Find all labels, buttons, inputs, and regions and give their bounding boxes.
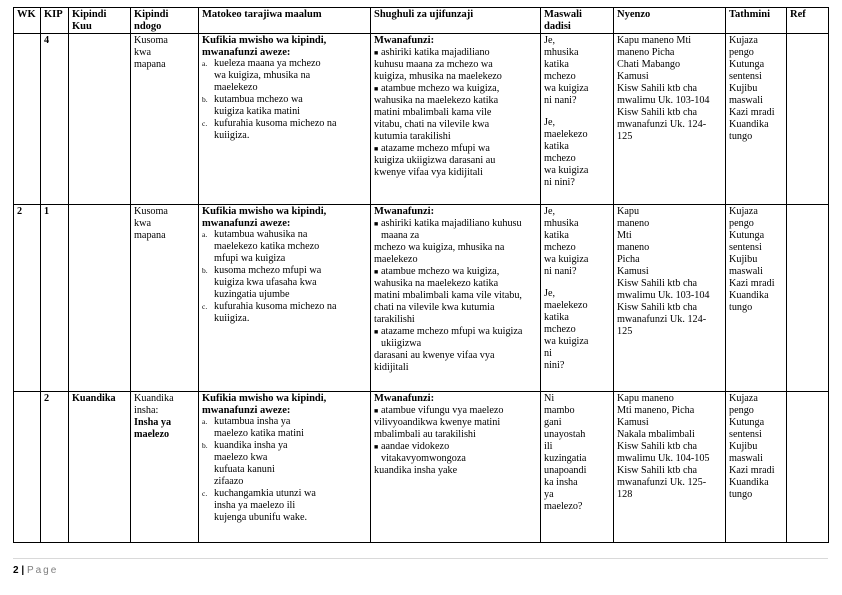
line: mwanafunzi Uk. 125- — [617, 477, 707, 488]
line: Kapu — [617, 206, 640, 217]
line: Kujibu — [729, 441, 758, 452]
table-row — [14, 34, 829, 205]
outcome-item — [202, 440, 367, 488]
line: katika — [544, 230, 569, 241]
line: ukiigizwa — [381, 337, 422, 349]
activity-item — [374, 143, 537, 155]
cell-kipindi-kuu: Kuandika — [69, 392, 131, 543]
activity-item — [374, 266, 537, 278]
line: Insha ya — [134, 417, 172, 428]
header-kipindi-kuu: Kipindi Kuu — [69, 8, 131, 34]
line: mambo — [544, 405, 575, 416]
table-row — [14, 392, 829, 543]
question — [544, 117, 610, 189]
line: mwalimu Uk. 103-104 — [617, 290, 710, 301]
list-marker: b. — [202, 441, 208, 450]
question — [544, 288, 610, 372]
line: vitabu, chati na vilevile kwa — [374, 118, 490, 130]
cell-ref — [787, 205, 829, 392]
line: atambue mchezo wa kuigiza, — [381, 82, 500, 94]
cell-kipindi-kuu — [69, 34, 131, 205]
line: unapoandi — [544, 465, 587, 476]
line: kutambua insha ya — [214, 416, 291, 427]
line: maelezo katika matini — [214, 428, 304, 439]
line: Kisw Sahili ktb cha — [617, 441, 698, 452]
line: aandae vidokezo — [381, 440, 450, 452]
bullet-icon: ■ — [374, 267, 379, 276]
line: Kisw Sahili ktb cha — [617, 278, 698, 289]
line: wahusika na maelekezo katika — [374, 277, 499, 289]
line: tungo — [729, 302, 753, 313]
activities-intro: Mwanafunzi: — [374, 35, 435, 46]
line: kuandika insha yake — [374, 464, 458, 476]
line: kwa — [134, 218, 151, 229]
line: atambue mchezo wa kuigiza, — [381, 265, 500, 277]
outcomes-intro: mwanafunzi aweze: — [202, 217, 291, 229]
cell-nyenzo — [614, 205, 726, 392]
cell-shughuli — [371, 34, 541, 205]
bullet-icon: ■ — [374, 48, 379, 57]
line: kuigiza katika matini — [214, 106, 301, 117]
line: maana za — [381, 229, 420, 241]
line: Kusoma — [134, 35, 168, 46]
line: maelekezo — [544, 300, 588, 311]
line: mwanafunzi Uk. 124- — [617, 119, 707, 130]
cell-nyenzo — [614, 392, 726, 543]
line: kuigiza, mhusika na maelekezo — [374, 70, 502, 82]
line: vitakavyomwongoza — [381, 452, 466, 464]
line: Kuandika — [729, 477, 769, 488]
bullet-icon: ■ — [374, 84, 379, 93]
line: Chati Mabango — [617, 59, 681, 70]
line: kuiigiza. — [214, 313, 250, 324]
line: ni nini? — [544, 177, 575, 188]
line: kuhusu maana za mchezo wa — [374, 58, 493, 70]
line: Kujaza — [729, 35, 758, 46]
line: kwenye vifaa vya kidijitali — [374, 166, 483, 178]
line: kuzingatia ujumbe — [214, 289, 290, 300]
header-maswali: Maswali dadisi — [541, 8, 614, 34]
outcome-item — [202, 118, 367, 142]
line: kufurahia kusoma michezo na — [214, 118, 337, 129]
line: Kazi mradi — [729, 465, 775, 476]
line: maswali — [729, 266, 763, 277]
line: ni — [544, 348, 552, 359]
line: Je, — [544, 117, 556, 128]
page-footer — [13, 558, 828, 576]
line: ili — [544, 441, 553, 452]
line: wa kuigiza — [544, 83, 589, 94]
list-marker: c. — [202, 302, 208, 311]
line: 125 — [617, 326, 633, 337]
line: maelekezo katika mchezo — [214, 241, 320, 252]
outcomes-intro: mwanafunzi aweze: — [202, 46, 291, 58]
line: tungo — [729, 131, 753, 142]
cell-ref — [787, 34, 829, 205]
line: mchezo — [544, 153, 576, 164]
line: Nakala mbalimbali — [617, 429, 695, 440]
cell-ref — [787, 392, 829, 543]
line: Kisw Sahili ktb cha — [617, 107, 698, 118]
cell-kipindi-ndogo — [131, 205, 199, 392]
outcome-item — [202, 301, 367, 325]
line: mfupi wa kuigiza — [214, 253, 286, 264]
line: Kapu maneno Mti — [617, 35, 692, 46]
line: Kisw Sahili ktb cha — [617, 465, 698, 476]
cell-shughuli — [371, 205, 541, 392]
cell-maswali — [541, 205, 614, 392]
line: kutumia tarakilishi — [374, 130, 451, 142]
line: wa kuigiza — [544, 336, 589, 347]
line: wahusika na maelekezo katika — [374, 94, 499, 106]
header-tathmini: Tathmini — [726, 8, 787, 34]
line: Kujaza — [729, 206, 758, 217]
line: mchezo wa kuigiza, mhusika na — [374, 241, 505, 253]
line: mwalimu Uk. 103-104 — [617, 95, 710, 106]
line: wa kuigiza — [544, 254, 589, 265]
header-wk: WK — [14, 8, 41, 34]
activities-intro: Mwanafunzi: — [374, 206, 435, 217]
line: mwalimu Uk. 104-105 — [617, 453, 710, 464]
line: Kazi mradi — [729, 278, 775, 289]
line: maneno Picha — [617, 47, 675, 58]
line: Kisw Sahili ktb cha — [617, 302, 698, 313]
page-label: Page — [26, 565, 59, 576]
line: mwanafunzi Uk. 124- — [617, 314, 707, 325]
header-matokeo: Matokeo tarajiwa maalum — [199, 8, 371, 34]
outcome-item — [202, 416, 367, 440]
cell-wk — [14, 392, 41, 543]
cell-kipindi-ndogo — [131, 34, 199, 205]
activity-item — [374, 441, 537, 465]
line: Mti — [617, 230, 632, 241]
line: Kazi mradi — [729, 107, 775, 118]
line: atambue vifungu vya maelezo — [381, 404, 504, 416]
line: sentensi — [729, 71, 762, 82]
cell-kip: 1 — [41, 205, 69, 392]
table-header-row — [14, 8, 829, 34]
line: mapana — [134, 230, 166, 241]
line: Kujibu — [729, 254, 758, 265]
line: maelezo? — [544, 501, 583, 512]
line: Kutunga — [729, 59, 765, 70]
header-shughuli: Shughuli za ujifunzaji — [371, 8, 541, 34]
line: mhusika — [544, 218, 579, 229]
activity-item — [374, 405, 537, 417]
line: Kapu maneno — [617, 393, 674, 404]
line: Je, — [544, 288, 556, 299]
header-nyenzo: Nyenzo — [614, 8, 726, 34]
line: gani — [544, 417, 562, 428]
line: Kuandika — [134, 393, 174, 404]
line: maelekezo — [214, 82, 258, 93]
bullet-icon: ■ — [374, 327, 379, 336]
line: katika — [544, 312, 569, 323]
list-marker: a. — [202, 230, 208, 239]
line: vilivyoandikwa kwenye matini — [374, 416, 501, 428]
cell-tathmini — [726, 205, 787, 392]
line: katika — [544, 141, 569, 152]
page-number: 2 — [13, 565, 19, 576]
line: kufurahia kusoma michezo na — [214, 301, 337, 312]
line: Picha — [617, 254, 640, 265]
line: pengo — [729, 47, 754, 58]
line: matini mbalimbali kama vile vitabu, — [374, 289, 522, 301]
cell-wk: 2 — [14, 205, 41, 392]
cell-wk — [14, 34, 41, 205]
header-kipindi-ndogo: Kipindi ndogo — [131, 8, 199, 34]
cell-nyenzo — [614, 34, 726, 205]
line: mbalimbali au tarakilishi — [374, 428, 476, 440]
line: Kisw Sahili ktb cha — [617, 83, 698, 94]
line: maswali — [729, 453, 763, 464]
header-ref: Ref — [787, 8, 829, 34]
line: Kutunga — [729, 417, 765, 428]
line: darasani au kwenye vifaa vya — [374, 349, 495, 361]
list-marker: b. — [202, 95, 208, 104]
line: kuzingatia — [544, 453, 587, 464]
line: kuchangamkia utunzi wa — [214, 488, 316, 499]
line: Kamusi — [617, 417, 649, 428]
outcomes-intro: mwanafunzi aweze: — [202, 404, 291, 416]
list-marker: a. — [202, 59, 208, 68]
line: 125 — [617, 131, 633, 142]
cell-kipindi-kuu — [69, 205, 131, 392]
line: maelezo — [134, 429, 170, 440]
outcome-item — [202, 488, 367, 524]
line: maelekezo — [544, 129, 588, 140]
line: maelekezo — [374, 253, 418, 265]
cell-matokeo — [199, 205, 371, 392]
line: insha ya maelezo ili — [214, 500, 296, 511]
activities-intro: Mwanafunzi: — [374, 393, 435, 404]
line: kuiigiza. — [214, 130, 250, 141]
line: ni nani? — [544, 266, 577, 277]
line: Kamusi — [617, 266, 649, 277]
header-kip: KIP — [41, 8, 69, 34]
line: kueleza maana ya mchezo — [214, 58, 321, 69]
activity-item — [374, 326, 537, 350]
line: zifaazo — [214, 476, 244, 487]
cell-shughuli — [371, 392, 541, 543]
line: Je, — [544, 206, 556, 217]
line: kusoma mchezo mfupi wa — [214, 265, 322, 276]
cell-kipindi-ndogo — [131, 392, 199, 543]
outcome-item — [202, 94, 367, 118]
outcomes-intro: Kufikia mwisho wa kipindi, — [202, 206, 327, 217]
line: kwa — [134, 47, 151, 58]
line: ya — [544, 489, 554, 500]
cell-tathmini — [726, 34, 787, 205]
line: Mti maneno, Picha — [617, 405, 695, 416]
line: atazame mchezo mfupi wa — [381, 142, 490, 154]
outcomes-intro: Kufikia mwisho wa kipindi, — [202, 35, 327, 46]
line: maelezo kwa — [214, 452, 268, 463]
line: ashiriki katika majadiliano — [381, 46, 490, 58]
line: Kujibu — [729, 83, 758, 94]
line: mapana — [134, 59, 166, 70]
line: kuigiza ukiigizwa darasani au — [374, 154, 496, 166]
question — [544, 35, 610, 107]
cell-kip: 2 — [41, 392, 69, 543]
line: Kusoma — [134, 206, 168, 217]
question — [544, 206, 610, 278]
cell-tathmini — [726, 392, 787, 543]
line: Kamusi — [617, 71, 649, 82]
line: kuandika insha ya — [214, 440, 288, 451]
cell-matokeo — [199, 392, 371, 543]
bullet-icon: ■ — [374, 406, 379, 415]
list-marker: c. — [202, 119, 208, 128]
line: unayostah — [544, 429, 586, 440]
scheme-of-work-table — [13, 7, 829, 543]
line: wa kuigiza — [544, 165, 589, 176]
line: kidijitali — [374, 361, 409, 373]
activity-item — [374, 218, 537, 242]
line: sentensi — [729, 429, 762, 440]
line: Ni — [544, 393, 555, 404]
outcomes-intro: Kufikia mwisho wa kipindi, — [202, 393, 327, 404]
line: chati na vilevile kwa kutumia — [374, 301, 495, 313]
cell-maswali — [541, 34, 614, 205]
line: pengo — [729, 405, 754, 416]
line: kuigiza kwa ufasaha kwa — [214, 277, 317, 288]
line: ashiriki katika majadiliano kuhusu — [381, 217, 522, 229]
line: mchezo — [544, 71, 576, 82]
line: insha: — [134, 405, 159, 416]
line: pengo — [729, 218, 754, 229]
cell-matokeo — [199, 34, 371, 205]
line: Je, — [544, 35, 556, 46]
line: ka insha — [544, 477, 578, 488]
line: kujenga ubunifu wake. — [214, 512, 308, 523]
list-marker: c. — [202, 489, 208, 498]
activity-item — [374, 47, 537, 59]
line: kutambua mchezo wa — [214, 94, 303, 105]
outcome-item — [202, 58, 367, 94]
line: katika — [544, 59, 569, 70]
line: atazame mchezo mfupi wa kuigiza — [381, 325, 523, 337]
line: tungo — [729, 489, 753, 500]
list-marker: a. — [202, 417, 208, 426]
line: kufuata kanuni — [214, 464, 275, 475]
line: matini mbalimbali kama vile — [374, 106, 492, 118]
list-marker: b. — [202, 266, 208, 275]
line: sentensi — [729, 242, 762, 253]
bullet-icon: ■ — [374, 219, 379, 228]
table-row — [14, 205, 829, 392]
line: tarakilishi — [374, 313, 415, 325]
line: mhusika — [544, 47, 579, 58]
line: Kuandika — [729, 119, 769, 130]
outcome-item — [202, 265, 367, 301]
bullet-icon: ■ — [374, 442, 379, 451]
line: 128 — [617, 489, 633, 500]
cell-kip: 4 — [41, 34, 69, 205]
activity-item — [374, 83, 537, 95]
line: ni nani? — [544, 95, 577, 106]
line: mchezo — [544, 324, 576, 335]
cell-maswali — [541, 392, 614, 543]
line: Kutunga — [729, 230, 765, 241]
line: Kuandika — [729, 290, 769, 301]
line: mchezo — [544, 242, 576, 253]
line: wa kuigiza, mhusika na — [214, 70, 311, 81]
line: maneno — [617, 242, 650, 253]
outcome-item — [202, 229, 367, 265]
line: maswali — [729, 95, 763, 106]
line: maneno — [617, 218, 650, 229]
footer-separator: | — [21, 565, 25, 576]
line: nini? — [544, 360, 565, 371]
line: kutambua wahusika na — [214, 229, 308, 240]
bullet-icon: ■ — [374, 144, 379, 153]
line: Kujaza — [729, 393, 758, 404]
